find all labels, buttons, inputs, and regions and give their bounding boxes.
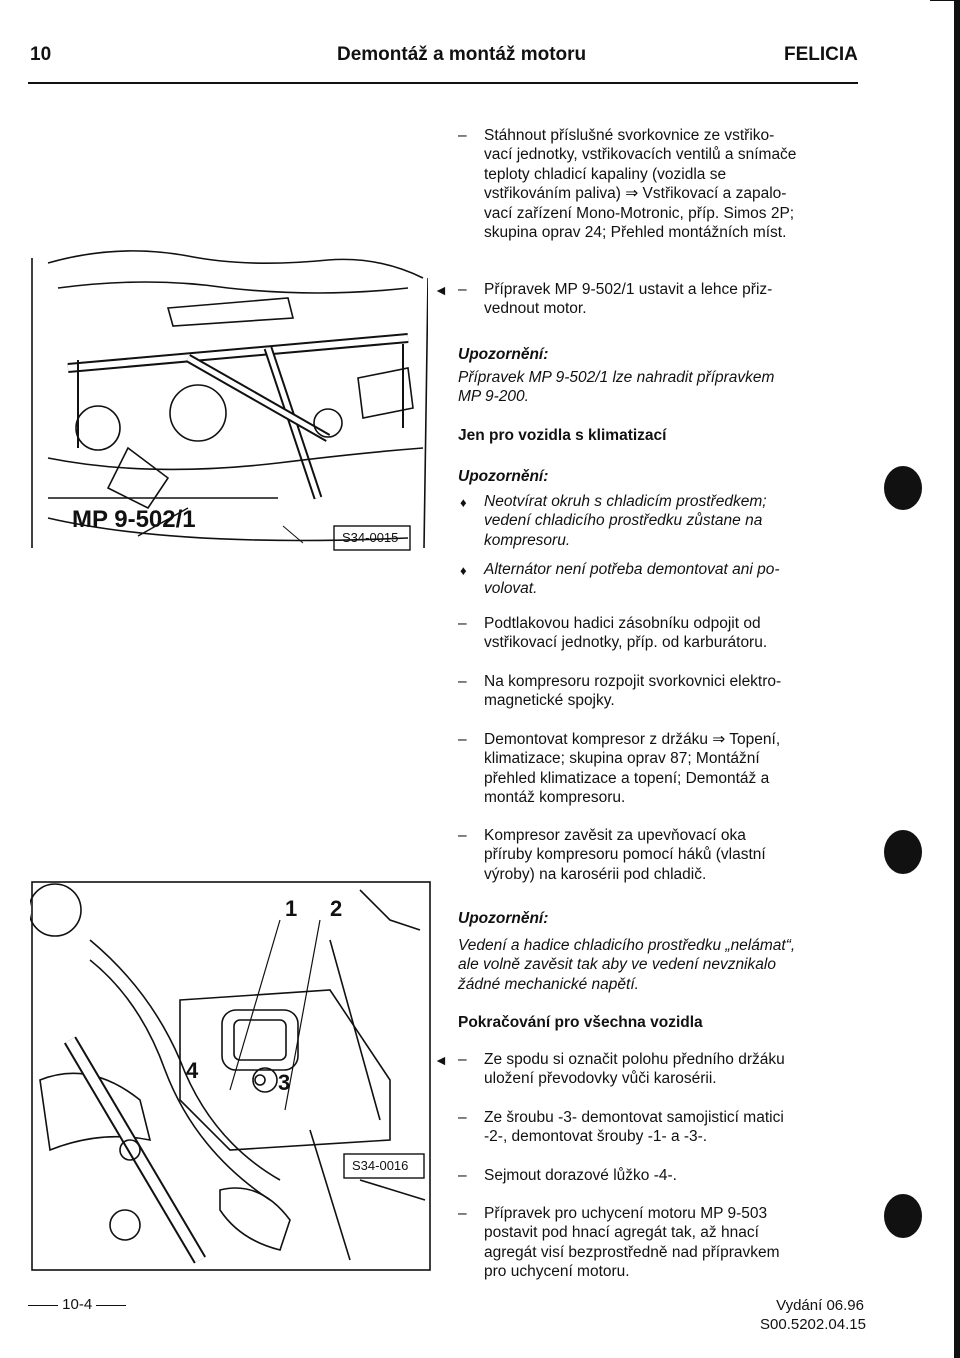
margin-dot-3 [884,1194,922,1238]
margin-dot-1 [884,466,922,510]
engine-fixture-illustration [28,248,428,566]
figure-code-2: S34-0016 [352,1158,409,1173]
figure-code-1: S34-0015 [342,530,399,545]
step-fixture-lift: – Přípravek MP 9-502/1 ustavit a lehce přiz-vednout motor. [458,281,773,318]
note-text-3: Vedení a hadice chladicího prostředku „nelámat“, ale volně zavěsit tak aby ve vedení nevznikalo žádné mechanické napětí. [458,937,796,993]
section-heading-all: Pokračování pro všechna vozidla [458,1014,703,1031]
step-unplug-connectors: – Stáhnout příslušné svorkovnice ze vstřiko-vací jednotky, vstřikovacích ventilů a snímače teploty chladicí kapaliny (vozidla se vstřikováním paliva) ⇒ Vstřikovací a zapalo-vací zařízení Mono-Motronic, příp. Simos 2P; skupina oprav 24; Přehled montážních míst. [458,127,797,242]
transmission-mount-drawing [30,880,432,1272]
fixture-label: MP 9-502/1 [72,506,196,533]
section-heading-ac: Jen pro vozidla s klimatizací [458,427,667,444]
note-heading-3: Upozornění: [458,910,549,927]
footer-page-ref: 10-4 [28,1296,126,1313]
margin-dot-2 [884,830,922,874]
note-heading-1: Upozornění: [458,346,549,363]
corner-mark [930,0,960,9]
header-rule [28,82,858,84]
edition-date: Vydání 06.96 [776,1297,864,1314]
step-vacuum-hose: – Podtlakovou hadici zásobníku odpojit od vstřikovací jednotky, příp. od karburátoru. [458,615,768,652]
step-mark-mount: – Ze spodu si označit polohu předního držáku uložení převodovky vůči karosérii. [458,1051,785,1088]
callout-2: 2 [330,896,343,921]
transmission-mount-illustration [30,880,432,1272]
page-edge-bar [954,0,960,1358]
bullet-alternator: ♦ Alternátor není potřeba demontovat ani po-volovat. [460,561,780,598]
note-heading-2: Upozornění: [458,468,549,485]
step-remove-compressor: – Demontovat kompresor z držáku ⇒ Topení, klimatizace; skupina oprav 87; Montážní přehled klimatizace a topení; Demontáž a montáž kompresoru. [458,731,781,807]
footer-edition-block [760,1296,864,1334]
brand-name: FELICIA [784,44,858,65]
bullet-refrigerant: ♦ Neotvírat okruh s chladicím prostředkem; vedení chladicího prostředku zůstane na kompresoru. [460,493,767,549]
step-remove-bolts: – Ze šroubu -3- demontovat samojisticí matici -2-, demontovat šrouby -1- a -3-. [458,1109,784,1146]
document-code: S00.5202.04.15 [760,1316,866,1333]
step-hang-compressor: – Kompresor zavěsit za upevňovací oka příruby kompresoru pomocí háků (vlastní výroby) na karosérii pod chladič. [458,827,766,883]
note-text-1: Přípravek MP 9-502/1 lze nahradit přípravkem MP 9-200. [458,369,775,406]
page-title: Demontáž a montáž motoru [337,44,587,65]
callout-3: 3 [278,1070,291,1095]
pointer-icon-2: ◄ [434,1052,448,1068]
callout-4: 4 [186,1058,199,1083]
step-clutch-connector: – Na kompresoru rozpojit svorkovnici elektro-magnetické spojky. [458,673,782,710]
page-number: 10 [30,44,52,65]
callout-1: 1 [285,896,298,921]
step-remove-stop: – Sejmout dorazové lůžko -4-. [458,1167,677,1184]
pointer-icon: ◄ [434,282,448,298]
step-position-fixture: – Přípravek pro uchycení motoru MP 9-503 postavit pod hnací agregát tak, až hnací agregát visí bezprostředně nad přípravkem pro uchycení motoru. [458,1205,780,1281]
